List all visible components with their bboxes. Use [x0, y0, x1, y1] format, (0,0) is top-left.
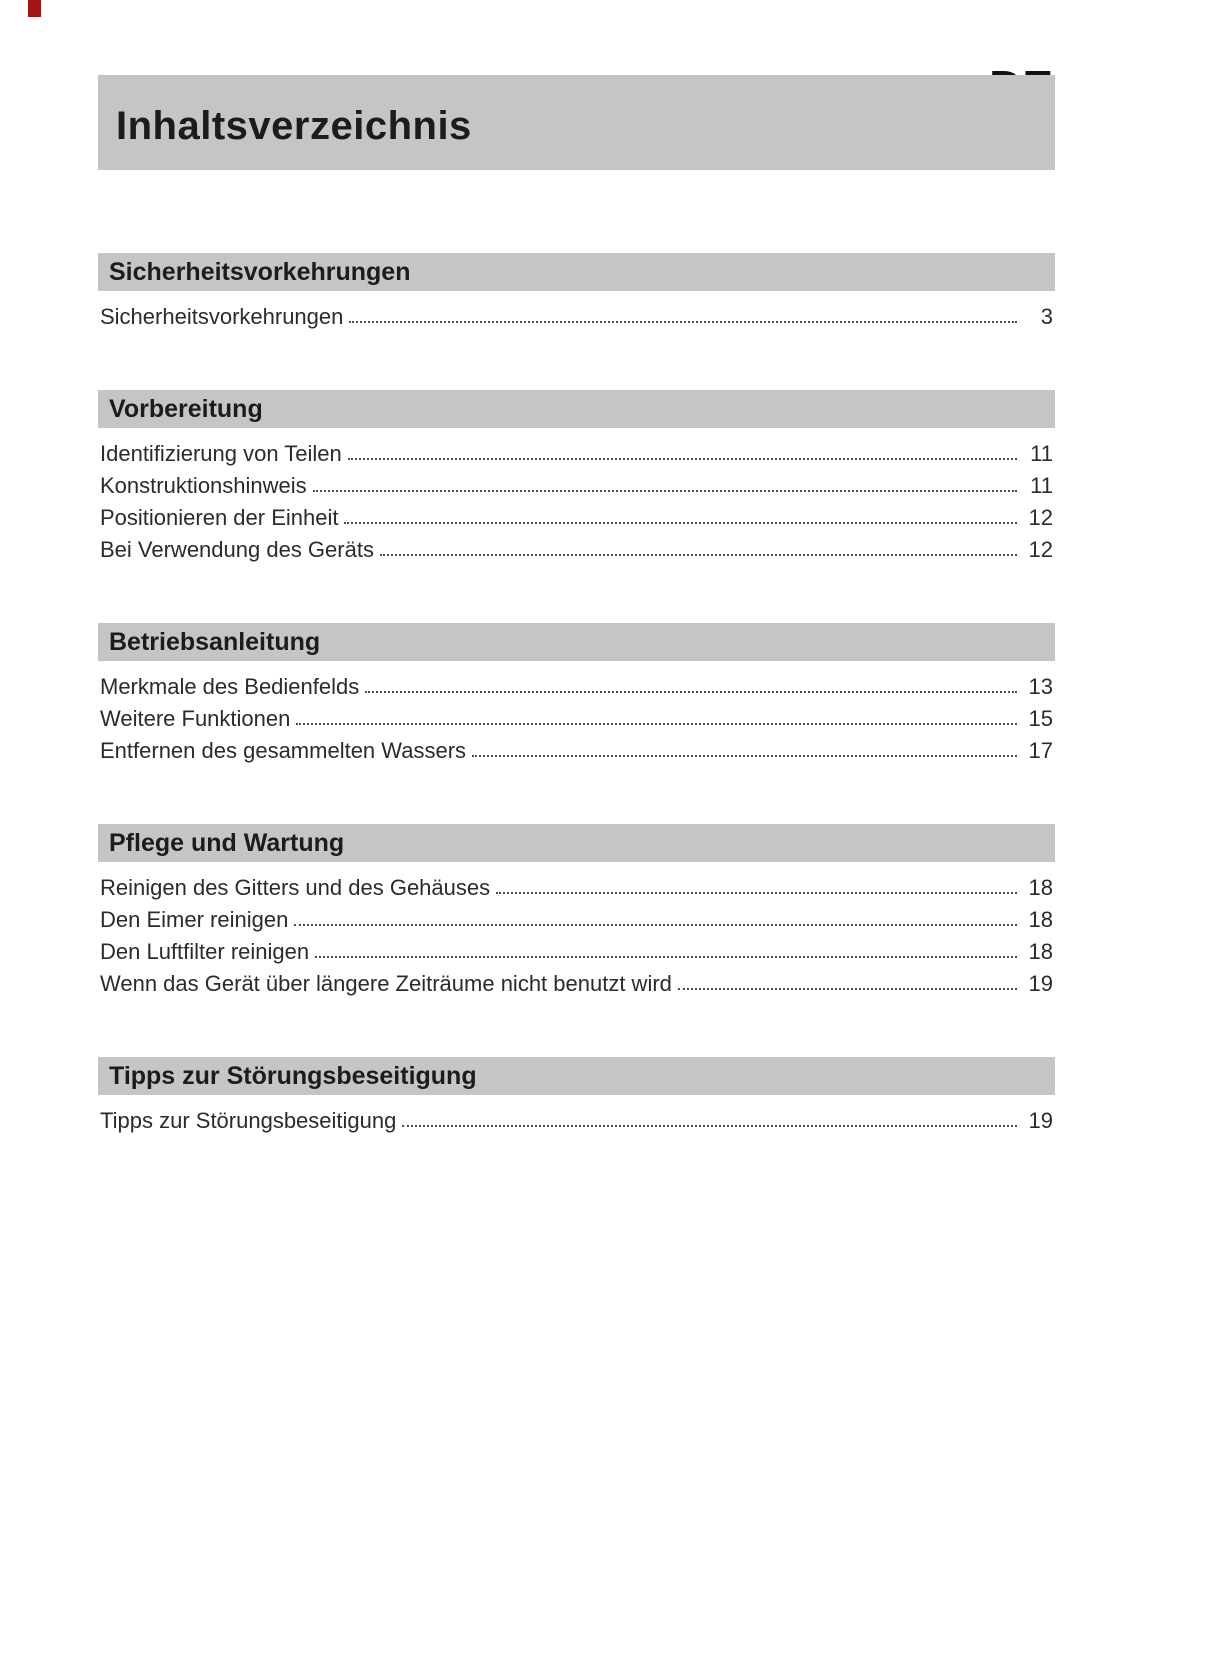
toc-leader-dots — [315, 956, 1017, 958]
toc-entry-label: Weitere Funktionen — [100, 706, 291, 731]
toc-page-number: 12 — [1028, 537, 1053, 562]
toc-entry — [98, 904, 1055, 936]
toc-leader-dots — [344, 522, 1017, 524]
toc-entry — [98, 534, 1055, 566]
toc-entry-label: Den Luftfilter reinigen — [100, 939, 310, 964]
toc-entry — [98, 1105, 1055, 1137]
toc-entry-list — [98, 438, 1055, 566]
toc-page-number: 18 — [1028, 875, 1053, 900]
toc-entry — [98, 872, 1055, 904]
toc-leader-dots — [472, 755, 1017, 757]
toc-entry — [98, 936, 1055, 968]
toc-page-number: 18 — [1028, 939, 1053, 964]
toc-entry-label: Bei Verwendung des Geräts — [100, 537, 374, 562]
toc-entry-label: Merkmale des Bedienfelds — [100, 674, 360, 699]
toc-entry-list — [98, 671, 1055, 767]
toc-leader-dots — [365, 691, 1017, 693]
toc-entry-label: Reinigen des Gitters und des Gehäuses — [100, 875, 491, 900]
red-corner-mark — [28, 0, 41, 17]
section-heading: Sicherheitsvorkehrungen — [98, 253, 1055, 291]
title-band — [98, 75, 1055, 170]
section-heading: Vorbereitung — [98, 390, 1055, 428]
toc-page-number: 19 — [1028, 971, 1053, 996]
toc-entry — [98, 703, 1055, 735]
toc-entry-label: Den Eimer reinigen — [100, 907, 289, 932]
toc-page-number: 19 — [1028, 1108, 1053, 1133]
toc-leader-dots — [678, 988, 1017, 990]
page-content — [98, 0, 1055, 1137]
toc-entry-label: Wenn das Gerät über längere Zeiträume nicht benutzt wird — [100, 971, 672, 996]
toc-entry-list — [98, 1105, 1055, 1137]
section-heading: Tipps zur Störungsbeseitigung — [98, 1057, 1055, 1095]
toc-page-number: 15 — [1028, 706, 1053, 731]
toc-entry — [98, 301, 1055, 333]
toc-leader-dots — [296, 723, 1017, 725]
toc-entry-list — [98, 301, 1055, 333]
toc-page-number: 11 — [1030, 473, 1053, 498]
toc-entry-label: Sicherheitsvorkehrungen — [100, 304, 344, 329]
toc-leader-dots — [349, 321, 1017, 323]
toc-entry — [98, 438, 1055, 470]
toc-entry — [98, 502, 1055, 534]
toc-section — [98, 1057, 1055, 1137]
toc-entry-list — [98, 872, 1055, 1000]
toc-section — [98, 623, 1055, 767]
toc-entry — [98, 671, 1055, 703]
toc-leader-dots — [313, 490, 1017, 492]
toc-entry — [98, 968, 1055, 1000]
toc-entry-label: Entfernen des gesammelten Wassers — [100, 738, 467, 763]
toc-page-number: 11 — [1030, 441, 1053, 466]
toc-section — [98, 253, 1055, 333]
toc-entry-label: Identifizierung von Teilen — [100, 441, 342, 466]
toc-page-number: 3 — [1040, 304, 1053, 329]
toc-page-number: 13 — [1028, 674, 1053, 699]
page-title: Inhaltsverzeichnis — [116, 104, 472, 148]
toc-section — [98, 390, 1055, 566]
toc-page-number: 12 — [1028, 505, 1053, 530]
toc-leader-dots — [348, 458, 1017, 460]
section-heading: Pflege und Wartung — [98, 824, 1055, 862]
toc-leader-dots — [496, 892, 1017, 894]
toc-leader-dots — [380, 554, 1017, 556]
section-heading: Betriebsanleitung — [98, 623, 1055, 661]
toc-entry-label: Konstruktionshinweis — [100, 473, 307, 498]
toc-section — [98, 824, 1055, 1000]
toc-entry-label: Positionieren der Einheit — [100, 505, 339, 530]
toc-leader-dots — [294, 924, 1017, 926]
toc-entry — [98, 735, 1055, 767]
toc-leader-dots — [402, 1125, 1017, 1127]
toc-entry-label: Tipps zur Störungsbeseitigung — [100, 1108, 397, 1133]
toc-page-number: 17 — [1028, 738, 1053, 763]
toc-entry — [98, 470, 1055, 502]
toc-page-number: 18 — [1028, 907, 1053, 932]
toc-sections — [98, 253, 1055, 1137]
